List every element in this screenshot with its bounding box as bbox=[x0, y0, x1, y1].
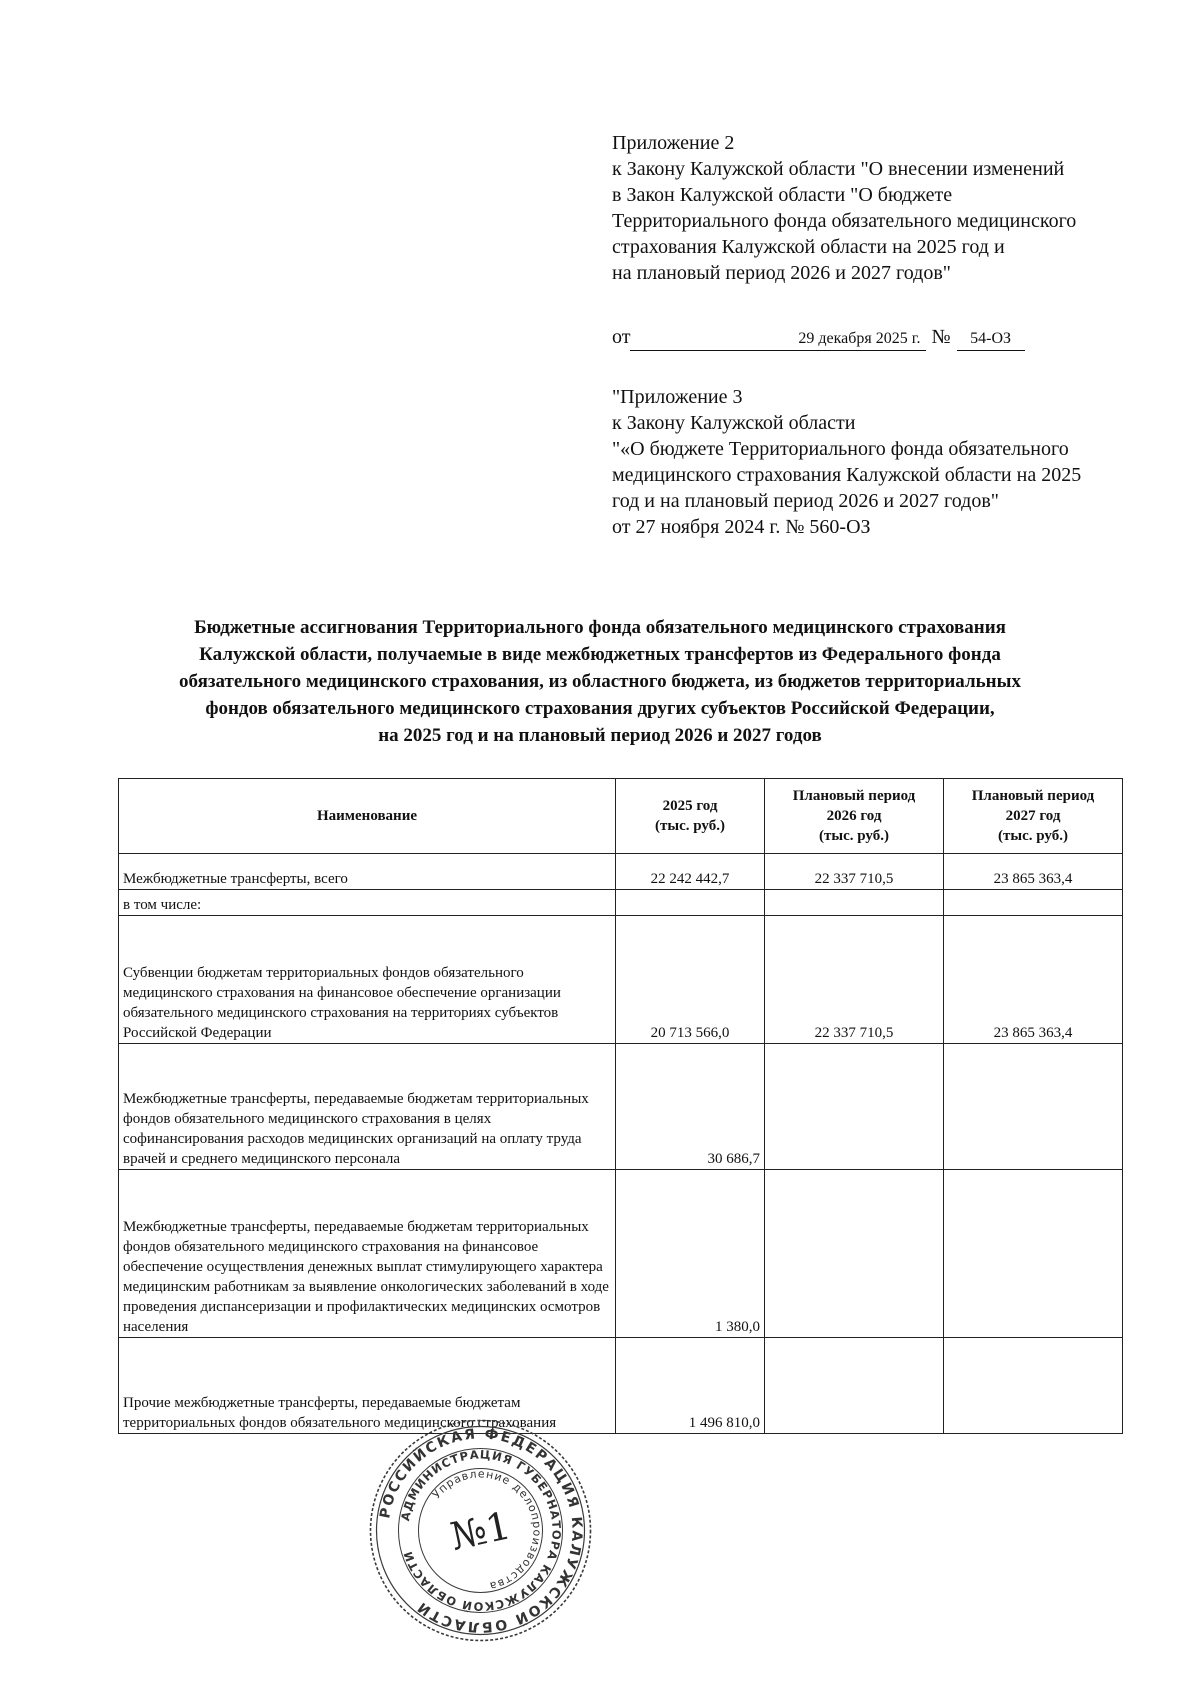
appendix-line: в Закон Калужской области "О бюджете bbox=[612, 184, 953, 206]
appendix-line: страхования Калужской области на 2025 год и bbox=[612, 236, 1005, 258]
number-label: № bbox=[931, 326, 951, 348]
row-value-2025: 1 380,0 bbox=[616, 1170, 765, 1338]
document-title bbox=[100, 614, 1100, 749]
budget-table bbox=[118, 778, 1123, 1434]
header-2026 bbox=[765, 779, 944, 854]
title-line: обязательного медицинского страхования, из областного бюджета, из бюджетов территориальных bbox=[179, 671, 1021, 692]
table-row bbox=[119, 1338, 1123, 1434]
table-row bbox=[119, 890, 1123, 916]
row-value-2026: 22 337 710,5 bbox=[765, 854, 944, 890]
row-value-2026: 22 337 710,5 bbox=[765, 916, 944, 1044]
row-value-2025: 20 713 566,0 bbox=[616, 916, 765, 1044]
row-name: Межбюджетные трансферты, передаваемые бюджетам территориальных фондов обязательного медицинского страхования в целях софинансирования расходов медицинских организаций на оплату труда врачей и среднего медицинского персонала bbox=[119, 1044, 616, 1170]
law-date-line bbox=[612, 326, 1025, 351]
header-line: (тыс. руб.) bbox=[819, 828, 889, 844]
row-value-2027: 23 865 363,4 bbox=[944, 916, 1123, 1044]
table-row bbox=[119, 854, 1123, 890]
title-line: на 2025 год и на плановый период 2026 и 2027 годов bbox=[378, 725, 822, 746]
appendix-line: на плановый период 2026 и 2027 годов" bbox=[612, 262, 951, 284]
appendix-header bbox=[612, 130, 1172, 286]
header-2027 bbox=[944, 779, 1123, 854]
from-label: от bbox=[612, 326, 631, 348]
title-line: Бюджетные ассигнования Территориального фонда обязательного медицинского страхования bbox=[194, 617, 1006, 638]
row-name: Межбюджетные трансферты, всего bbox=[119, 854, 616, 890]
row-name: Прочие межбюджетные трансферты, передаваемые бюджетам территориальных фондов обязательного медицинского страхования bbox=[119, 1338, 616, 1434]
row-value-2025: 30 686,7 bbox=[616, 1044, 765, 1170]
row-name: Межбюджетные трансферты, передаваемые бюджетам территориальных фондов обязательного медицинского страхования на финансовое обеспечение осуществления денежных выплат стимулирующего характера медицинским работникам за выявление онкологических заболеваний в ходе проведения диспансеризации и профилактических медицинских осмотров населения bbox=[119, 1170, 616, 1338]
row-value-2027 bbox=[944, 1044, 1123, 1170]
header-line: Плановый период bbox=[792, 788, 916, 804]
header-line: (тыс. руб.) bbox=[998, 828, 1068, 844]
table-row bbox=[119, 1170, 1123, 1338]
reference-line: от 27 ноября 2024 г. № 560-ОЗ bbox=[612, 516, 871, 538]
row-value-2026 bbox=[765, 1044, 944, 1170]
law-number: 54-ОЗ bbox=[957, 328, 1025, 351]
official-stamp bbox=[368, 1418, 593, 1643]
row-name: Субвенции бюджетам территориальных фондов обязательного медицинского страхования на финансовое обеспечение организации обязательного медицинского страхования на территориях субъектов Российской Федерации bbox=[119, 916, 616, 1044]
table-header-row bbox=[119, 779, 1123, 854]
row-value-2025: 22 242 442,7 bbox=[616, 854, 765, 890]
row-value-2027 bbox=[944, 1170, 1123, 1338]
row-value-2025 bbox=[616, 890, 765, 916]
stamp-inner-text: АДМИНИСТРАЦИЯ ГУБЕРНАТОРА КАЛУЖСКОЙ ОБЛАСТИ bbox=[398, 1447, 564, 1614]
header-line: Плановый период bbox=[971, 788, 1095, 804]
row-value-2027 bbox=[944, 1338, 1123, 1434]
title-line: фондов обязательного медицинского страхования других субъектов Российской Федерации, bbox=[205, 698, 995, 719]
appendix-line: Приложение 2 bbox=[612, 132, 735, 154]
row-value-2027: 23 865 363,4 bbox=[944, 854, 1123, 890]
row-name: в том числе: bbox=[119, 890, 616, 916]
header-line: 2026 год bbox=[826, 808, 882, 824]
table-row bbox=[119, 916, 1123, 1044]
header-line: 2027 год bbox=[1005, 808, 1061, 824]
header-line: 2025 год bbox=[662, 798, 718, 814]
row-value-2027 bbox=[944, 890, 1123, 916]
stamp-ring-text: Управление делопроизводства bbox=[429, 1467, 544, 1593]
header-2025 bbox=[616, 779, 765, 854]
title-line: Калужской области, получаемые в виде межбюджетных трансфертов из Федерального фонда bbox=[199, 644, 1001, 665]
table-row bbox=[119, 1044, 1123, 1170]
appendix-reference bbox=[612, 384, 1172, 540]
row-value-2026 bbox=[765, 1338, 944, 1434]
row-value-2026 bbox=[765, 1170, 944, 1338]
law-date: 29 декабря 2025 г. bbox=[630, 328, 926, 351]
appendix-line: к Закону Калужской области "О внесении изменений bbox=[612, 158, 1065, 180]
appendix-line: Территориального фонда обязательного медицинского bbox=[612, 210, 1077, 232]
reference-line: год и на плановый период 2026 и 2027 годов" bbox=[612, 490, 999, 512]
reference-line: медицинского страхования Калужской области на 2025 bbox=[612, 464, 1082, 486]
reference-line: "«О бюджете Территориального фонда обязательного bbox=[612, 438, 1069, 460]
header-line: (тыс. руб.) bbox=[655, 818, 725, 834]
row-value-2026 bbox=[765, 890, 944, 916]
reference-line: к Закону Калужской области bbox=[612, 412, 856, 434]
row-value-2025: 1 496 810,0 bbox=[616, 1338, 765, 1434]
stamp-center-number: №1 bbox=[446, 1503, 515, 1559]
stamp-outer-text: РОССИЙСКАЯ ФЕДЕРАЦИЯ КАЛУЖСКОЙ ОБЛАСТИ bbox=[377, 1426, 585, 1635]
header-name: Наименование bbox=[119, 779, 616, 854]
reference-line: "Приложение 3 bbox=[612, 386, 743, 408]
